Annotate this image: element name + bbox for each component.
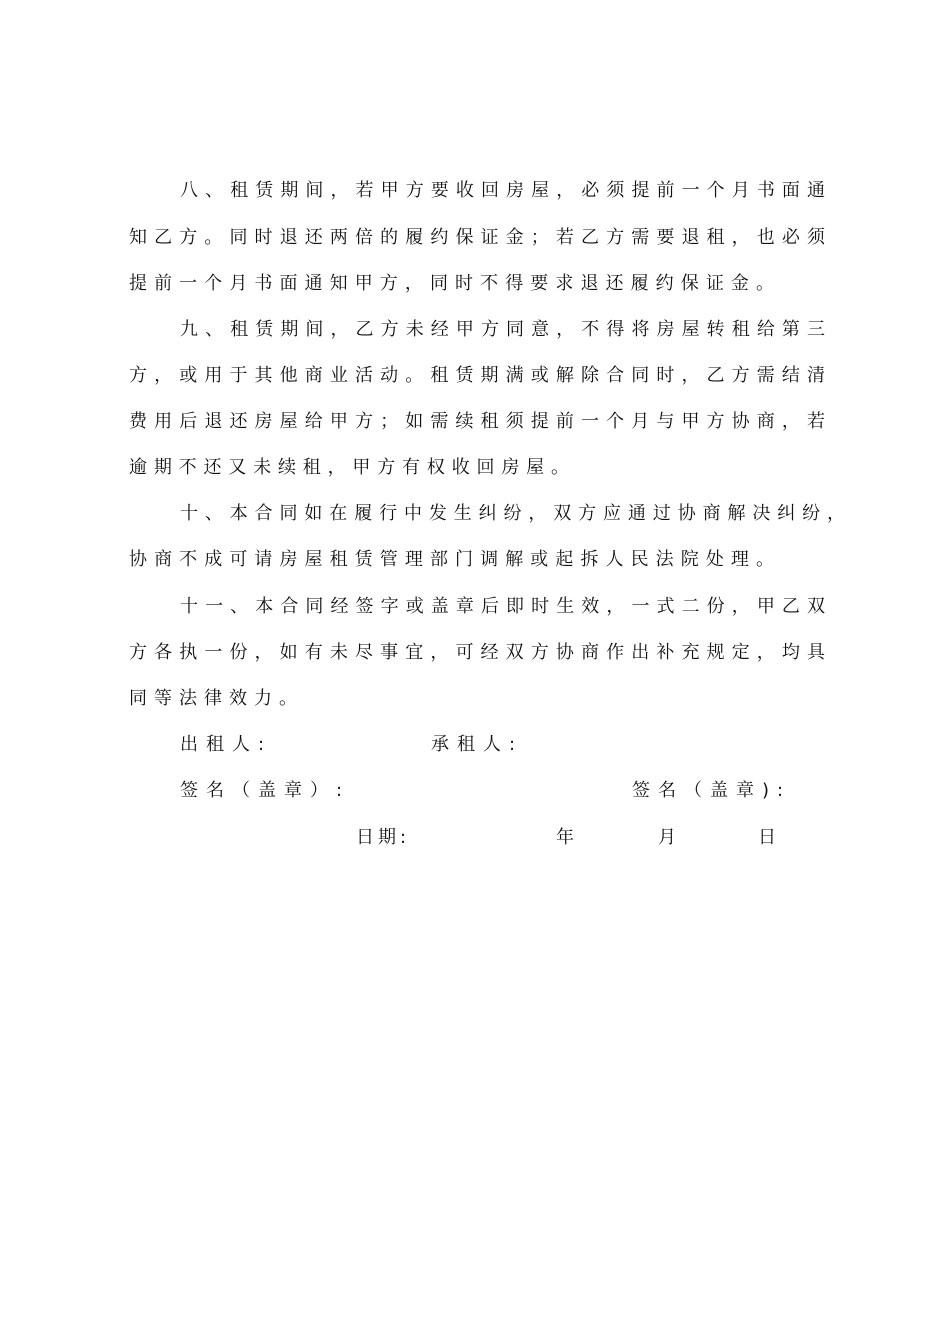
date-month-label: 月 [658, 827, 676, 848]
clause-8-line-1: 八、租赁期间，若甲方要收回房屋，必须提前一个月书面通 [180, 180, 825, 201]
clause-9-line-2: 方，或用于其他商业活动。租赁期满或解除合同时，乙方需结清 [129, 365, 825, 386]
lessee-label: 承租人: [431, 734, 524, 755]
clause-11-line-2: 方各执一份，如有未尽事宜，可经双方协商作出补充规定，均具 [129, 642, 825, 663]
lessee-signature-label: 签名（盖章): [632, 780, 792, 801]
clause-8-line-3: 提前一个月书面通知甲方，同时不得要求退还履约保证金。 [129, 273, 774, 294]
date-label: 日期: [356, 827, 411, 848]
date-day-label: 日 [758, 827, 776, 848]
clause-9-line-4: 逾期不还又未续租，甲方有权收回房屋。 [129, 457, 569, 478]
date-year-label: 年 [556, 827, 574, 848]
clause-10-line-1: 十、本合同如在履行中发生纠纷，双方应通过协商解决纠纷， [180, 503, 845, 524]
clause-9-line-3: 费用后退还房屋给甲方；如需续租须提前一个月与甲方协商，若 [129, 411, 825, 432]
clause-11-line-3: 同等法律效力。 [129, 688, 297, 709]
lessor-signature-label: 签名（盖章）: [180, 780, 351, 801]
clause-8-line-2: 知乙方。同时退还两倍的履约保证金；若乙方需要退租，也必须 [129, 227, 825, 248]
clause-11-line-1: 十一、本合同经签字或盖章后即时生效，一式二份，甲乙双 [180, 596, 825, 617]
clause-9-line-1: 九、租赁期间，乙方未经甲方同意，不得将房屋转租给第三 [180, 319, 825, 340]
clause-10-line-2: 协商不成可请房屋租赁管理部门调解或起拆人民法院处理。 [129, 549, 774, 570]
lessor-label: 出租人: [180, 734, 273, 755]
